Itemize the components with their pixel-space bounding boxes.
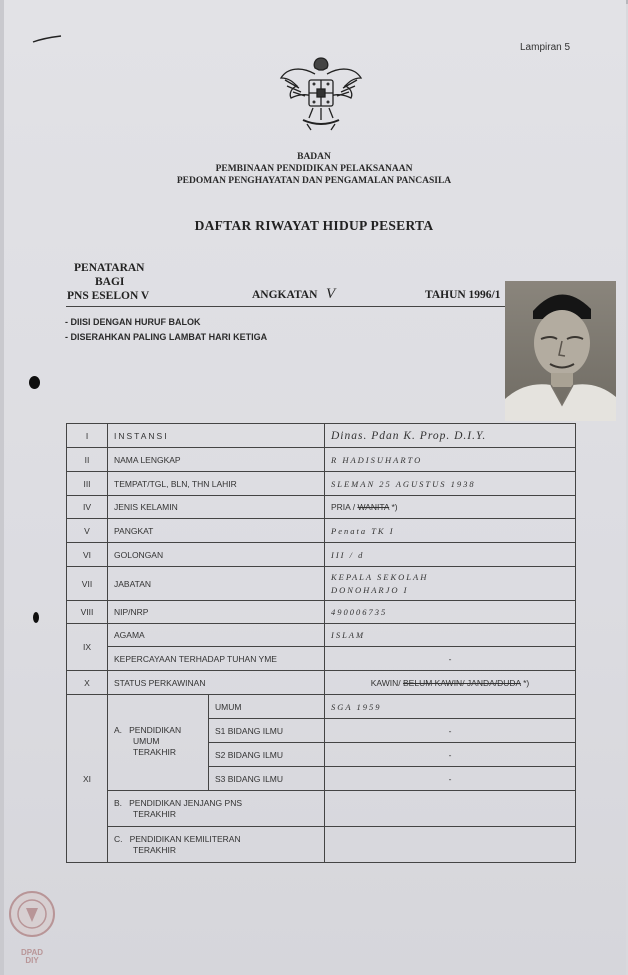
s3-value[interactable]: - — [325, 767, 576, 791]
education-sub-label: UMUM — [209, 695, 325, 719]
table-row — [67, 827, 576, 863]
military-letter: C. — [114, 833, 123, 844]
education-sub-label: S2 BIDANG ILMU — [209, 743, 325, 767]
note-line-1: - DIISI DENGAN HURUF BALOK — [65, 317, 201, 327]
s1-value[interactable]: - — [325, 719, 576, 743]
civil-service-line-1: PENDIDIKAN JENJANG PNS — [129, 797, 243, 808]
table-row — [67, 519, 576, 543]
belief-value[interactable]: - — [325, 647, 576, 671]
general-education-value[interactable]: SGA 1959 — [325, 695, 576, 719]
upgrading-line-1: PENATARAN — [74, 262, 145, 274]
position-line-2: DONOHARJO I — [331, 584, 409, 595]
biodata-form — [66, 423, 576, 860]
archive-seal-icon — [6, 888, 58, 944]
s2-value[interactable]: - — [325, 743, 576, 767]
field-label: KEPERCAYAAN TERHADAP TUHAN YME — [108, 647, 325, 671]
field-label: GOLONGAN — [108, 543, 325, 567]
table-row — [67, 472, 576, 496]
table-row — [67, 671, 576, 695]
civil-service-line-2: TERAKHIR — [133, 808, 176, 819]
field-label: JENIS KELAMIN — [108, 496, 325, 519]
table-row — [67, 791, 576, 827]
row-number: IV — [67, 496, 108, 519]
table-row — [67, 448, 576, 472]
pen-mark — [32, 34, 62, 44]
archive-watermark — [6, 888, 58, 968]
upgrading-line-3: PNS ESELON V — [67, 290, 150, 302]
annex-label: Lampiran 5 — [520, 42, 571, 53]
military-education-label — [108, 827, 325, 863]
general-education-label — [108, 695, 209, 791]
watermark-text: DPAD DIY — [20, 948, 44, 965]
punch-hole-upper — [29, 376, 40, 389]
field-label: AGAMA — [108, 624, 325, 647]
education-sub-label: S3 BIDANG ILMU — [209, 767, 325, 791]
row-number: VIII — [67, 601, 108, 624]
gender-value[interactable] — [325, 496, 576, 519]
row-number: IX — [67, 624, 108, 671]
table-row — [67, 624, 576, 647]
row-number: VII — [67, 567, 108, 601]
row-number: VI — [67, 543, 108, 567]
table-row — [67, 424, 576, 448]
education-sub-label: S1 BIDANG ILMU — [209, 719, 325, 743]
birth-place-date-value[interactable]: SLEMAN 25 AGUSTUS 1938 — [325, 472, 576, 496]
civil-service-education-label — [108, 791, 325, 827]
position-value[interactable] — [325, 567, 576, 601]
heading-rule — [66, 306, 508, 307]
row-number: III — [67, 472, 108, 496]
year-label: TAHUN 1996/1 — [425, 289, 501, 301]
table-row — [67, 695, 576, 719]
gender-struck: WANITA — [357, 502, 390, 512]
row-number: XI — [67, 695, 108, 863]
military-line-2: TERAKHIR — [133, 844, 176, 855]
marital-note: *) — [520, 677, 530, 688]
table-row — [67, 543, 576, 567]
header-line-2: PEMBINAAN PENDIDIKAN PELAKSANAAN — [215, 164, 413, 174]
marital-struck: BELUM KAWIN/ JANDA/DUDA — [403, 677, 521, 688]
military-education-value[interactable] — [325, 827, 576, 863]
field-label: NAMA LENGKAP — [108, 448, 325, 472]
full-name-value[interactable]: R HADISUHARTO — [325, 448, 576, 472]
row-number: I — [67, 424, 108, 448]
row-number: V — [67, 519, 108, 543]
row-number: II — [67, 448, 108, 472]
document-title: DAFTAR RIWAYAT HIDUP PESERTA — [194, 218, 434, 233]
general-education-line-1: PENDIDIKAN — [129, 725, 182, 735]
field-label: STATUS PERKAWINAN — [108, 671, 325, 695]
batch-value: V — [326, 286, 338, 302]
table-row — [67, 567, 576, 601]
field-label: PANGKAT — [108, 519, 325, 543]
field-label: INSTANSI — [108, 424, 325, 448]
gender-selected: PRIA / — [331, 502, 358, 512]
batch-label: ANGKATAN — [252, 289, 318, 301]
gender-note: *) — [389, 502, 398, 512]
table-row — [67, 496, 576, 519]
table-row — [67, 601, 576, 624]
civil-service-letter: B. — [114, 797, 123, 808]
religion-value[interactable]: ISLAM — [325, 624, 576, 647]
header-line-1: BADAN — [297, 152, 331, 162]
row-number: X — [67, 671, 108, 695]
military-line-1: PENDIDIKAN KEMILITERAN — [129, 833, 241, 844]
general-education-letter: A. — [114, 725, 123, 735]
field-label: NIP/NRP — [108, 601, 325, 624]
marital-status-value[interactable] — [325, 671, 576, 695]
punch-hole-lower — [33, 612, 39, 623]
field-label: TEMPAT/TGL, BLN, THN LAHIR — [108, 472, 325, 496]
field-label: JABATAN — [108, 567, 325, 601]
participant-photo — [505, 281, 616, 421]
marital-selected: KAWIN/ — [370, 677, 403, 688]
garuda-emblem-icon — [279, 50, 363, 136]
civil-service-education-value[interactable] — [325, 791, 576, 827]
general-education-line-3: TERAKHIR — [133, 747, 176, 757]
general-education-line-2: UMUM — [133, 736, 160, 746]
position-line-1: KEPALA SEKOLAH — [331, 571, 429, 582]
note-line-2: - DISERAHKAN PALING LAMBAT HARI KETIGA — [65, 332, 268, 342]
grade-value[interactable]: III / d — [325, 543, 576, 567]
nip-value[interactable]: 490006735 — [325, 601, 576, 624]
upgrading-line-2: BAGI — [95, 276, 125, 288]
institution-value[interactable]: Dinas. Pdan K. Prop. D.I.Y. — [325, 424, 576, 448]
header-line-3: PEDOMAN PENGHAYATAN DAN PENGAMALAN PANCASILA — [176, 176, 452, 186]
rank-value[interactable]: Penata TK I — [325, 519, 576, 543]
table-row — [67, 647, 576, 671]
